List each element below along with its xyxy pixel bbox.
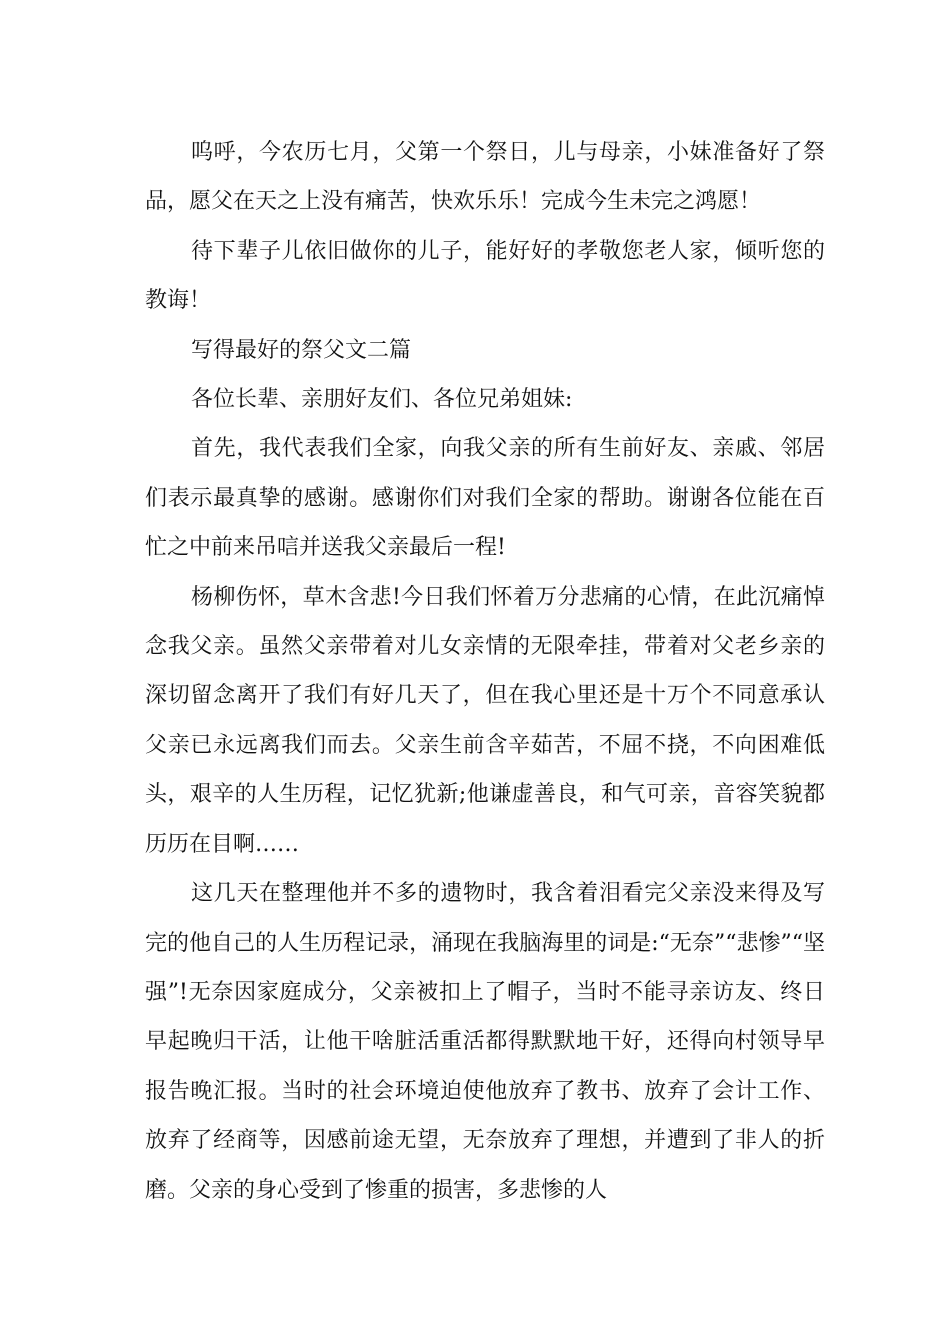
paragraph-5: 这几天在整理他并不多的遗物时，我含着泪看完父亲没来得及写完的他自己的人生历程记录，涌现在我脑海里的词是:“无奈”“悲惨”“坚强”!无奈因家庭成分，父亲被扣上了帽子，当时不能寻亲访友、终日早起晚归干活，让他干啥脏活重活都得默默地干好，还得向村领导早报告晚汇报。当时的社会环境迫使他放弃了教书、放弃了会计工作、放弃了经商等，因感前途无望，无奈放弃了理想，并遭到了非人的折磨。父亲的身心受到了惨重的损害，多悲惨的人 [145, 881, 825, 1203]
document-body [145, 128, 825, 1215]
paragraph-2: 待下辈子儿依旧做你的儿子，能好好的孝敬您老人家，倾听您的教诲！ [145, 238, 825, 314]
section-heading: 写得最好的祭父文二篇 [191, 337, 412, 363]
paragraph-4: 杨柳伤怀，草木含悲!今日我们怀着万分悲痛的心情，在此沉痛悼念我父亲。虽然父亲带着对儿女亲情的无限牵挂，带着对父老乡亲的深切留念离开了我们有好几天了，但在我心里还是十万个不同意承认父亲已永远离我们而去。父亲生前含辛茹苦，不屈不挠，不向困难低头，艰辛的人生历程，记忆犹新;他谦虚善良，和气可亲，音容笑貌都历历在目啊…… [145, 584, 825, 857]
paragraph-3: 首先，我代表我们全家，向我父亲的所有生前好友、亲戚、邻居们表示最真挚的感谢。感谢你们对我们全家的帮助。谢谢各位能在百忙之中前来吊唁并送我父亲最后一程! [145, 436, 825, 561]
salutation: 各位长辈、亲朋好友们、各位兄弟姐妹: [191, 387, 573, 413]
paragraph-1: 呜呼，今农历七月，父第一个祭日，儿与母亲，小妹准备好了祭品，愿父在天之上没有痛苦，快欢乐乐！完成今生未完之鸿愿！ [145, 140, 825, 215]
